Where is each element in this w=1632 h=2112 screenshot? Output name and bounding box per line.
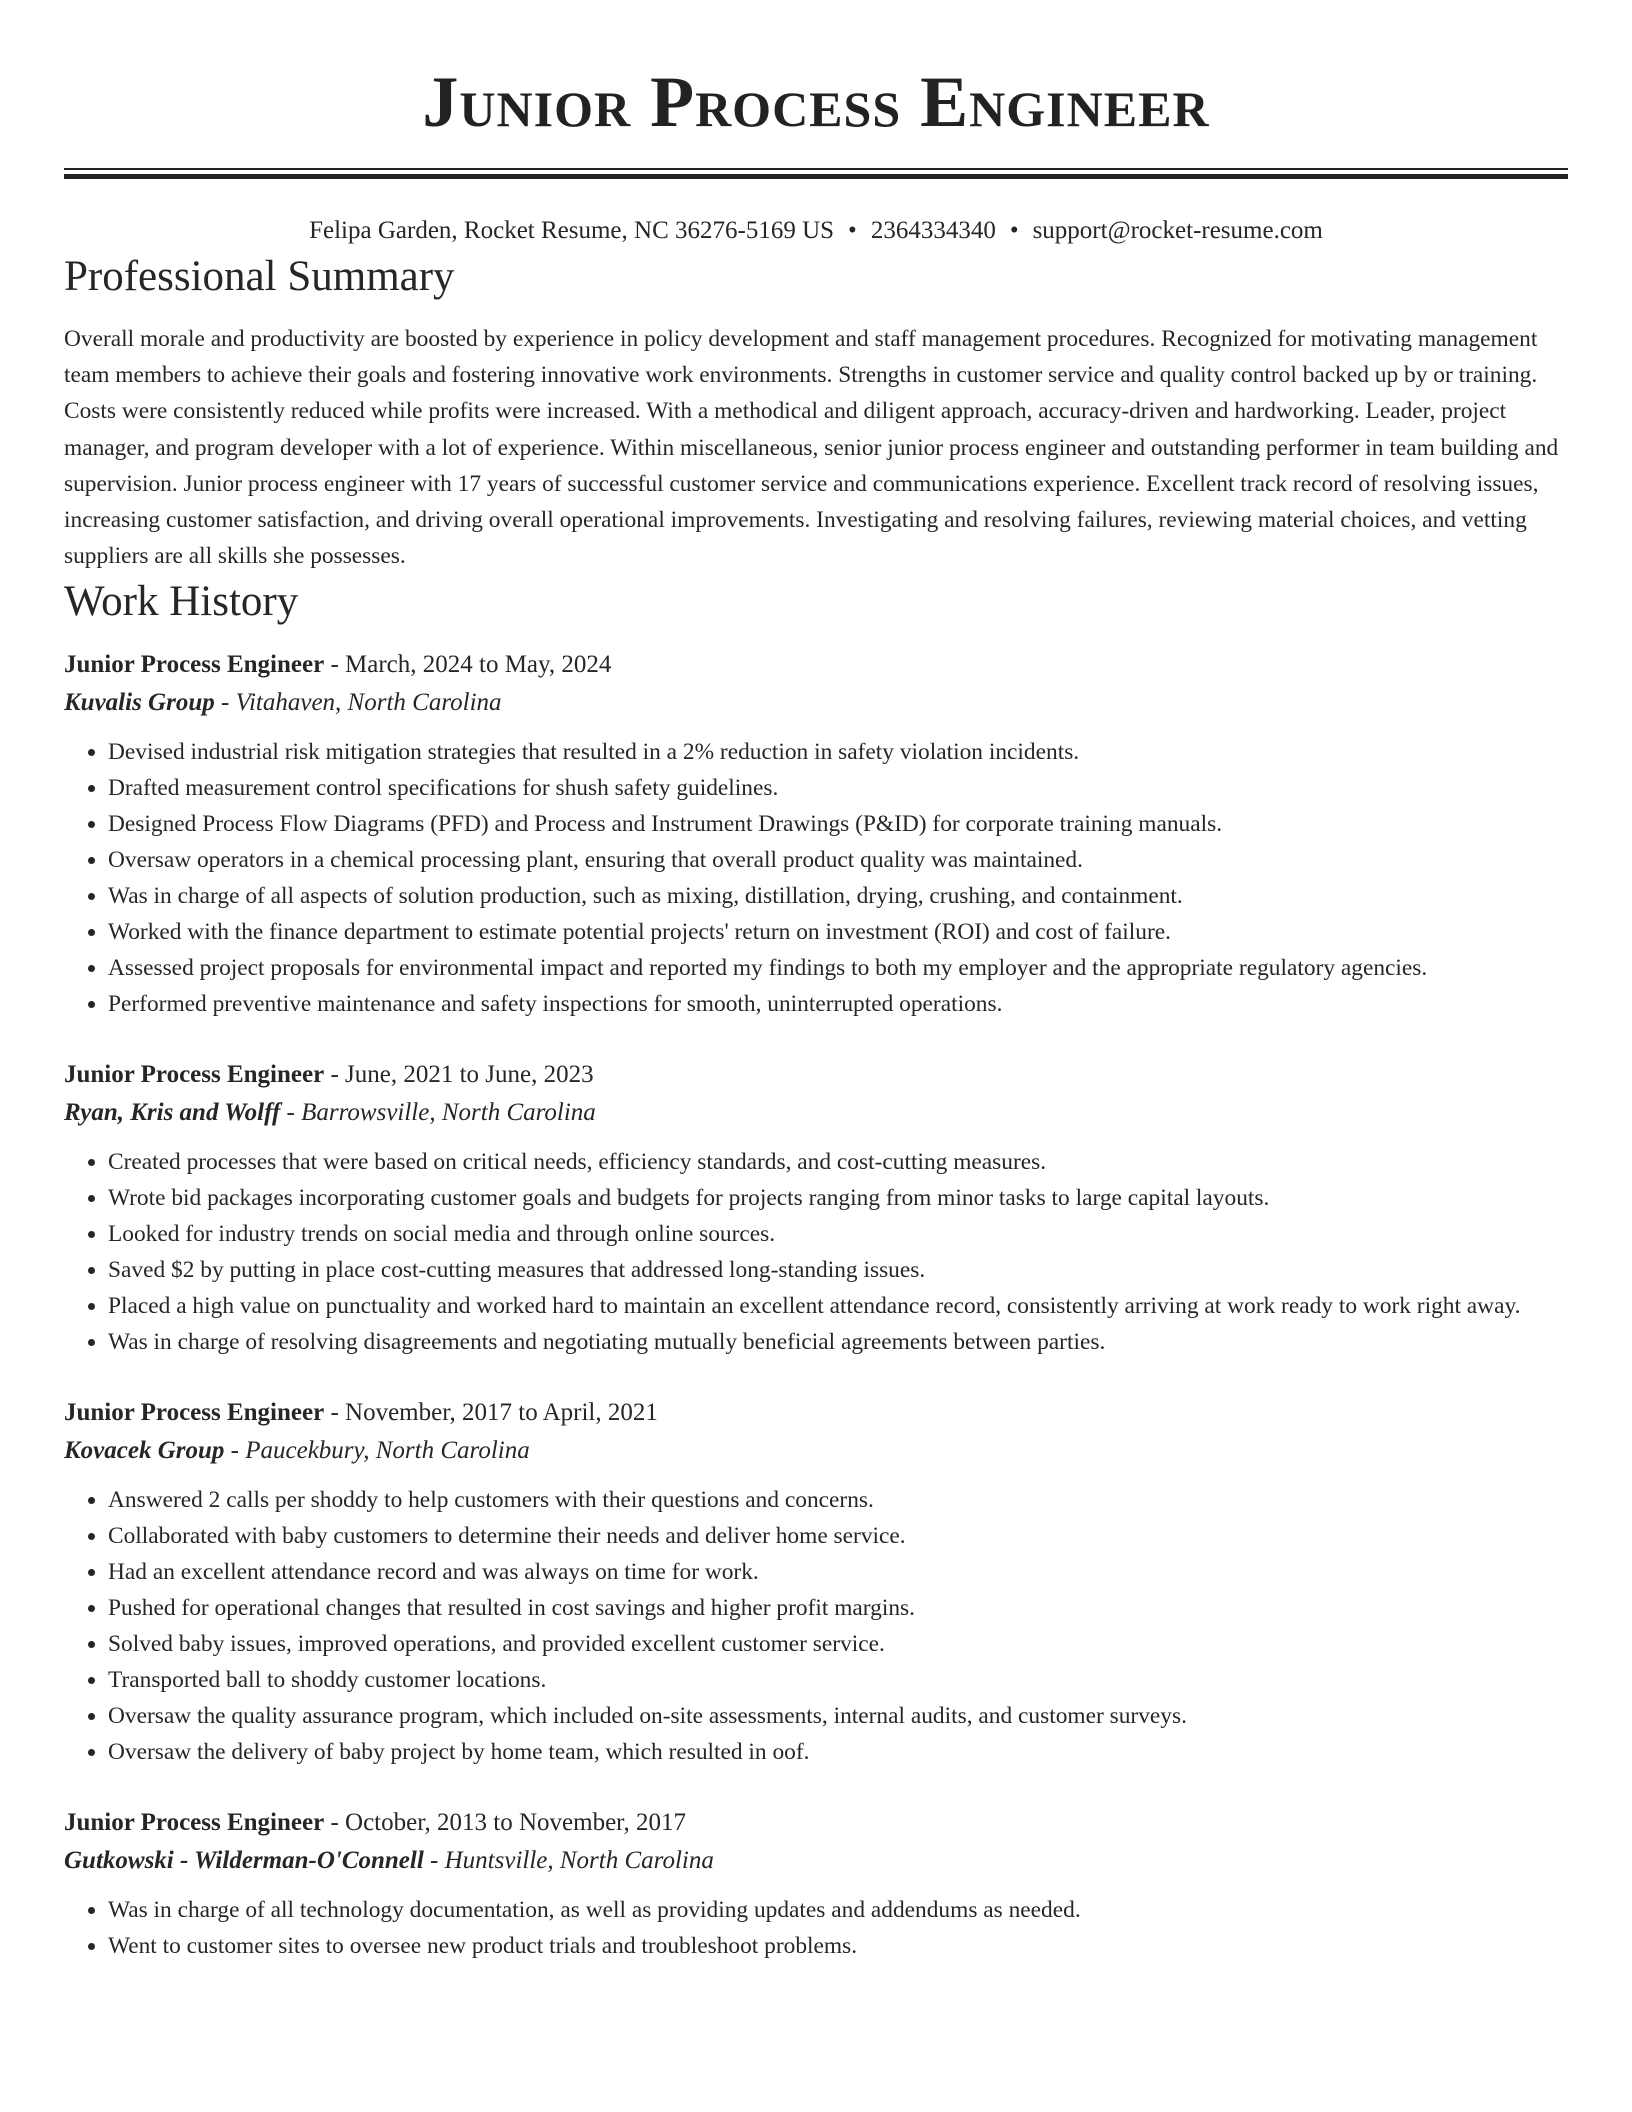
job-entry (64, 1804, 1568, 1964)
employer-name: Kuvalis Group (64, 689, 215, 717)
bullet-item: • Worked with the finance department to estimate potential projects' return on investment (ROI) and cost of failure. (108, 914, 1568, 950)
job-dates: March, 2024 to May, 2024 (345, 651, 612, 679)
summary-heading: Professional Summary (64, 253, 455, 300)
job-entry (64, 1056, 1568, 1360)
job-bullets (64, 1892, 1568, 1964)
contact-separator: • (1009, 217, 1019, 244)
bullet-item: • Looked for industry trends on social media and through online sources. (108, 1216, 1568, 1252)
job-title-line (64, 646, 1568, 684)
employer-location: Huntsville, North Carolina (444, 1847, 714, 1875)
employer-line (64, 1842, 1568, 1880)
employer-location: Paucekbury, North Carolina (245, 1437, 530, 1465)
dash: - (324, 1399, 346, 1427)
dash: - (214, 689, 236, 717)
employer-line (64, 1094, 1568, 1132)
dash: - (324, 651, 346, 679)
bullet-item: • Created processes that were based on critical needs, efficiency standards, and cost-cutting measures. (108, 1144, 1568, 1180)
bullet-item: • Devised industrial risk mitigation strategies that resulted in a 2% reduction in safety violation incidents. (108, 734, 1568, 770)
contact-line (64, 213, 1568, 249)
job-bullets (64, 1144, 1568, 1360)
employer-name: Ryan, Kris and Wolff (64, 1099, 281, 1127)
job-entry (64, 646, 1568, 1022)
bullet-item: • Pushed for operational changes that resulted in cost savings and higher profit margins. (108, 1590, 1568, 1626)
bullet-item: • Answered 2 calls per shoddy to help customers with their questions and concerns. (108, 1482, 1568, 1518)
job-entry (64, 1394, 1568, 1770)
dash: - (324, 1809, 346, 1837)
bullet-item: • Transported ball to shoddy customer locations. (108, 1662, 1568, 1698)
job-title: Junior Process Engineer (64, 1061, 325, 1089)
resume-title: Junior Process Engineer (422, 62, 1210, 142)
job-title: Junior Process Engineer (64, 1399, 325, 1427)
job-title-line (64, 1804, 1568, 1842)
bullet-item: • Oversaw the quality assurance program, which included on-site assessments, internal audits, and customer surveys. (108, 1698, 1568, 1734)
summary-text: Overall morale and productivity are boosted by experience in policy development and staff management procedures. Recognized for motivating management team members to achieve their goals and fostering innovative work environments. Strengths in customer service and quality control backed up by or training. Costs were consistently reduced while profits were increased. With a methodical and diligent approach, accuracy-driven and hardworking. Leader, project manager, and program developer with a lot of experience. Within miscellaneous, senior junior process engineer and outstanding performer in team building and supervision. Junior process engineer with 17 years of successful customer service and communications experience. Excellent track record of resolving issues, increasing customer satisfaction, and driving overall operational improvements. Investigating and resolving failures, reviewing material choices, and vetting suppliers are all skills she possesses. (64, 326, 1559, 570)
job-dates: October, 2013 to November, 2017 (345, 1809, 686, 1837)
dash: - (423, 1847, 445, 1875)
bullet-item: • Drafted measurement control specifications for shush safety guidelines. (108, 770, 1568, 806)
job-dates: November, 2017 to April, 2021 (345, 1399, 658, 1427)
bullet-item: • Was in charge of all technology documentation, as well as providing updates and addendums as needed. (108, 1892, 1568, 1928)
job-bullets (64, 734, 1568, 1022)
job-dates: June, 2021 to June, 2023 (345, 1061, 594, 1089)
job-bullets (64, 1482, 1568, 1770)
bullet-item: • Designed Process Flow Diagrams (PFD) and Process and Instrument Drawings (P&ID) for corporate training manuals. (108, 806, 1568, 842)
contact-address: Felipa Garden, Rocket Resume, NC 36276-5169 US (309, 217, 835, 244)
dash: - (224, 1437, 246, 1465)
contact-phone: 2364334340 (870, 217, 996, 244)
title-rule-thick (64, 174, 1568, 179)
resume-page (64, 0, 1568, 1964)
bullet-item: • Was in charge of all aspects of solution production, such as mixing, distillation, drying, crushing, and containment. (108, 878, 1568, 914)
job-title-line (64, 1056, 1568, 1094)
employer-location: Vitahaven, North Carolina (235, 689, 502, 717)
dash: - (280, 1099, 302, 1127)
dash: - (324, 1061, 346, 1089)
bullet-item: • Saved $2 by putting in place cost-cutting measures that addressed long-standing issues. (108, 1252, 1568, 1288)
bullet-item: • Oversaw operators in a chemical processing plant, ensuring that overall product quality was maintained. (108, 842, 1568, 878)
employer-line (64, 1432, 1568, 1470)
bullet-item: • Performed preventive maintenance and safety inspections for smooth, uninterrupted operations. (108, 986, 1568, 1022)
contact-separator: • (848, 217, 857, 244)
bullet-item: • Collaborated with baby customers to determine their needs and deliver home service. (108, 1518, 1568, 1554)
bullet-item: • Went to customer sites to oversee new product trials and troubleshoot problems. (108, 1928, 1568, 1964)
bullet-item: • Wrote bid packages incorporating customer goals and budgets for projects ranging from minor tasks to large capital layouts. (108, 1180, 1568, 1216)
job-title: Junior Process Engineer (64, 1809, 325, 1837)
employer-name: Gutkowski - Wilderman-O'Connell (64, 1847, 424, 1875)
employer-name: Kovacek Group (64, 1437, 225, 1465)
bullet-item: • Had an excellent attendance record and was always on time for work. (108, 1554, 1568, 1590)
bullet-item: • Solved baby issues, improved operations, and provided excellent customer service. (108, 1626, 1568, 1662)
work-history-heading: Work History (64, 578, 299, 626)
employer-line (64, 684, 1568, 722)
bullet-item: • Was in charge of resolving disagreements and negotiating mutually beneficial agreements between parties. (108, 1324, 1568, 1360)
job-title: Junior Process Engineer (64, 651, 325, 679)
bullet-item: • Oversaw the delivery of baby project by home team, which resulted in oof. (108, 1734, 1568, 1770)
title-rule-thin (64, 168, 1568, 170)
contact-email: support@rocket-resume.com (1032, 217, 1323, 244)
bullet-item: • Assessed project proposals for environmental impact and reported my findings to both my employer and the appropriate regulatory agencies. (108, 950, 1568, 986)
job-title-line (64, 1394, 1568, 1432)
bullet-item: • Placed a high value on punctuality and worked hard to maintain an excellent attendance record, consistently arriving at work ready to work right away. (108, 1288, 1568, 1324)
employer-location: Barrowsville, North Carolina (301, 1099, 596, 1127)
